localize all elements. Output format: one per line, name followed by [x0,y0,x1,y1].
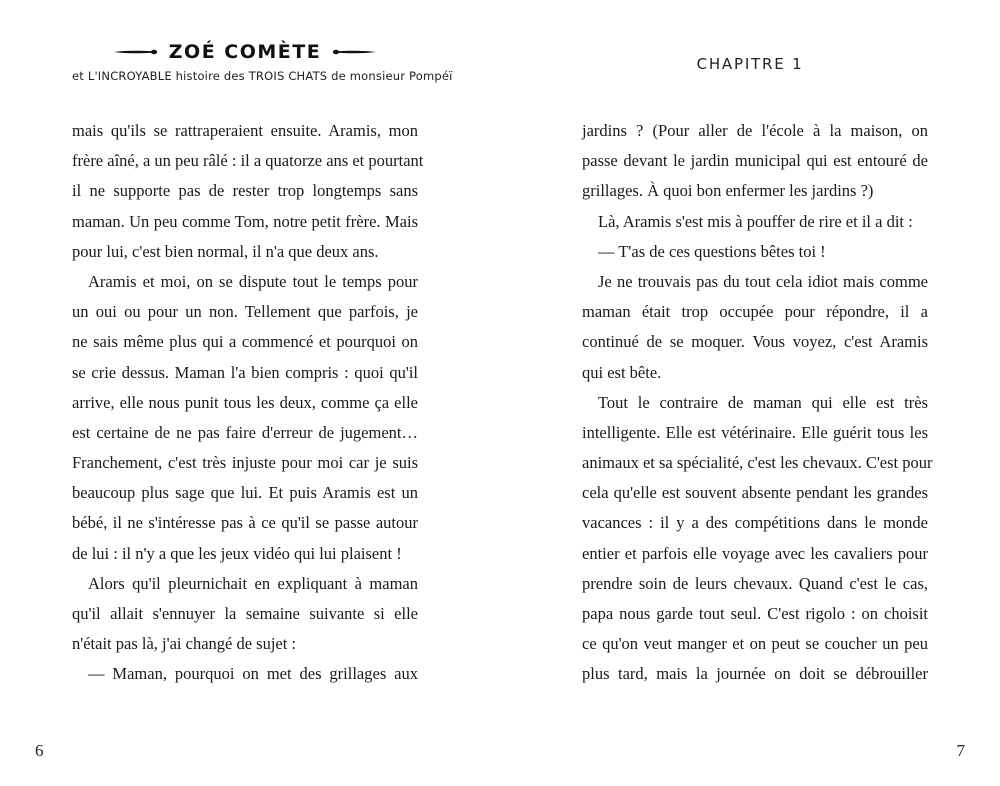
text-line: passe devant le jardin municipal qui est entouré de [582,151,928,171]
text-line: beaucoup plus sage que lui. Et puis Aramis est un [72,483,418,503]
text-line: pour lui, c'est bien normal, il n'a que deux ans. [72,241,379,261]
series-title-line [72,38,418,66]
book-subtitle: et L'INCROYABLE histoire des TROIS CHATS de monsieur Pompéï [72,69,453,83]
left-page-text [72,116,424,690]
page-number-right: 7 [956,741,965,760]
text-line: il ne supporte pas de rester trop longtemps sans [72,181,418,201]
text-line: maman était trop occupée pour répondre, il a [582,302,928,322]
page-number-left: 6 [35,741,44,760]
text-line: un oui ou pour un non. Tellement que parfois, je [72,302,418,322]
text-line: papa nous garde tout seul. C'est rigolo : on choisit [582,604,928,623]
text-line: ce qu'on veut manger et on peut se coucher un peu [582,634,928,654]
text-line: — Maman, pourquoi on met des grillages aux [88,664,418,684]
text-line: Franchement, c'est très injuste pour moi car je suis [72,453,418,473]
text-line: est certaine de ne pas faire d'erreur de jugement… [72,422,418,442]
text-line: Je ne trouvais pas du tout cela idiot mais comme [598,271,928,291]
text-line: de lui : il n'y a que les jeux vidéo qui lui plaisent ! [72,543,402,563]
text-line: intelligente. Elle est vétérinaire. Elle guérit tous les [582,422,928,442]
text-line: bébé, il ne s'intéresse pas à ce qu'il se passe autour [72,513,418,533]
text-line: maman. Un peu comme Tom, notre petit frère. Mais [72,211,418,231]
text-line: Tout le contraire de maman qui elle est très [598,392,928,412]
text-line: vacances : il y a des compétitions dans le monde [582,513,928,533]
right-swash-icon [331,45,377,59]
right-page-text [582,116,933,690]
text-line: frère aîné, a un peu râlé : il a quatorze ans et pourtant [72,151,424,171]
text-line: cela qu'elle est souvent absente pendant les grandes [582,483,928,503]
running-header [72,38,453,83]
chapter-title: CHAPITRE 1 [696,55,804,73]
text-line: grillages. À quoi bon enfermer les jardins ?) [582,181,874,201]
text-line: Alors qu'il pleurnichait en expliquant à maman [88,573,418,593]
left-swash-icon [113,45,159,59]
text-line: Là, Aramis s'est mis à pouffer de rire et il a dit : [598,211,913,231]
text-line: qui est bête. [582,362,662,382]
text-line: arrive, elle nous punit tous les deux, comme ça elle [72,392,418,412]
right-page [500,0,1000,786]
text-line: se crie dessus. Maman l'a bien compris : quoi qu'il [72,362,418,382]
text-line: animaux et sa spécialité, c'est les chevaux. C'est pour [582,453,933,473]
series-title: ZOÉ COMÈTE [168,41,322,63]
text-line: jardins ? (Pour aller de l'école à la maison, on [582,121,928,140]
text-line: continué de se moquer. Vous voyez, c'est Aramis [582,332,928,352]
text-line: mais qu'ils se rattraperaient ensuite. Aramis, mon [72,121,418,140]
text-line: Aramis et moi, on se dispute tout le temps pour [88,271,418,291]
text-line: n'était pas là, j'ai changé de sujet : [72,634,297,654]
text-line: ne sais même plus qui a commencé et pourquoi on [72,332,418,352]
text-line: entier et parfois elle voyage avec les cavaliers pour [582,543,928,563]
text-line: — T'as de ces questions bêtes toi ! [598,241,826,261]
text-line: plus tard, mais la journée on doit se débrouiller [582,664,928,684]
text-line: prendre soin de leurs chevaux. Quand c'est le cas, [582,573,928,593]
text-line: qu'il allait s'ennuyer la semaine suivante si elle [72,604,418,623]
